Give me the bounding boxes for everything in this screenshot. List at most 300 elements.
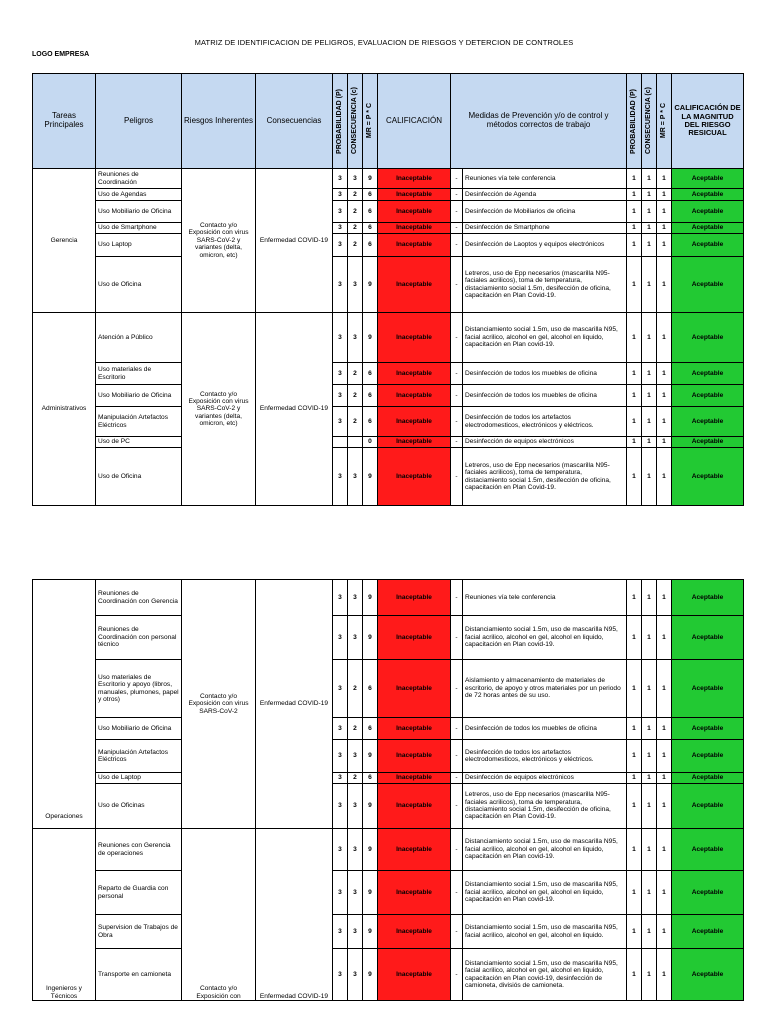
consecuencia-cell: Enfermedad COVID-19: [256, 829, 333, 1001]
c-value: 3: [348, 949, 363, 1001]
p-value: 3: [333, 257, 348, 313]
bullet-dash: -: [451, 437, 463, 448]
bullet-dash: -: [451, 773, 463, 784]
c-residual: 1: [642, 660, 657, 718]
table-row: [33, 580, 744, 616]
peligro-cell: Uso de Laptop: [96, 773, 182, 784]
c-residual: 1: [642, 189, 657, 201]
residual-badge: Aceptable: [672, 580, 744, 616]
p-value: 3: [333, 189, 348, 201]
medida-cell: Desinfección de Agenda: [463, 189, 627, 201]
peligro-cell: Uso de Oficina: [96, 257, 182, 313]
residual-badge: Aceptable: [672, 784, 744, 829]
calificacion-badge: Inaceptable: [378, 660, 451, 718]
p-residual: 1: [627, 773, 642, 784]
mr-residual: 1: [657, 189, 672, 201]
mr-residual: 1: [657, 234, 672, 257]
c-value: 2: [348, 718, 363, 740]
c-residual: 1: [642, 580, 657, 616]
group-ingenieros: Ingenieros y Técnicos: [33, 829, 96, 1001]
consecuencia-cell: Enfermedad COVID-19: [256, 313, 333, 506]
calificacion-badge: Inaceptable: [378, 313, 451, 363]
risk-matrix-table-1: [32, 73, 744, 506]
document-title: MATRIZ DE IDENTIFICACION DE PELIGROS, EVALUACION DE RIESGOS Y DETERCION DE CONTROLES: [194, 38, 574, 47]
table-row: [33, 784, 744, 829]
peligro-cell: Uso materiales de Escritorio y apoyo (libros, manuales, plumones, papel y otros): [96, 660, 182, 718]
table-row: [33, 829, 744, 871]
mr-residual: 1: [657, 407, 672, 437]
c-value: 3: [348, 257, 363, 313]
c-value: 2: [348, 223, 363, 234]
table-row: [33, 169, 744, 189]
peligro-cell: Reuniones de Coordinación con Gerencia: [96, 580, 182, 616]
c-residual: 1: [642, 718, 657, 740]
mr-value: 6: [363, 773, 378, 784]
calificacion-badge: Inaceptable: [378, 189, 451, 201]
mr-residual: 1: [657, 169, 672, 189]
residual-badge: Aceptable: [672, 660, 744, 718]
residual-badge: Aceptable: [672, 616, 744, 660]
residual-badge: Aceptable: [672, 234, 744, 257]
p-residual: 1: [627, 871, 642, 915]
table-row: [33, 718, 744, 740]
p-residual: 1: [627, 257, 642, 313]
calificacion-badge: Inaceptable: [378, 773, 451, 784]
medida-cell: Desinfección de todos los artefactos electrodomesticos, electrónicos y eléctricos.: [463, 407, 627, 437]
p-value: 3: [333, 740, 348, 773]
mr-residual: 1: [657, 915, 672, 949]
table-row: [33, 363, 744, 385]
mr-residual: 1: [657, 313, 672, 363]
mr-residual: 1: [657, 363, 672, 385]
mr-value: 9: [363, 784, 378, 829]
residual-badge: Aceptable: [672, 223, 744, 234]
table-row: [33, 448, 744, 506]
header-residual: CALIFICACIÓN DE LA MAGNITUD DEL RIESGO RESICUAL: [672, 74, 744, 169]
header-probabilidad: PROBABILIDAD (P): [333, 74, 348, 169]
medida-cell: Distanciamiento social 1.5m, uso de mascarilla N95, facial acrilico, alcohol en gel, alcohol en liquido, capacitación en Plan covid-19.: [463, 313, 627, 363]
p-residual: 1: [627, 829, 642, 871]
c-residual: 1: [642, 949, 657, 1001]
mr-value: 6: [363, 363, 378, 385]
p-residual: 1: [627, 740, 642, 773]
p-value: 3: [333, 660, 348, 718]
p-residual: 1: [627, 385, 642, 407]
header-consecuencias: Consecuencias: [256, 74, 333, 169]
bullet-dash: -: [451, 201, 463, 223]
calificacion-badge: Inaceptable: [378, 784, 451, 829]
header-consecuencia-residual: CONSECUENCIA (c): [642, 74, 657, 169]
residual-badge: Aceptable: [672, 871, 744, 915]
c-value: 3: [348, 448, 363, 506]
p-residual: 1: [627, 448, 642, 506]
table-row: [33, 871, 744, 915]
p-residual: 1: [627, 580, 642, 616]
p-value: 3: [333, 407, 348, 437]
medida-cell: Letreros, uso de Epp necesarios (mascarilla N95-faciales acrilicos), toma de temperatura, distaciamiento social 1.5m, desifección de oficina, capacitación en Plan Covid-19.: [463, 257, 627, 313]
residual-badge: Aceptable: [672, 189, 744, 201]
bullet-dash: -: [451, 234, 463, 257]
calificacion-badge: Inaceptable: [378, 234, 451, 257]
peligro-cell: Supervision de Trabajos de Obra: [96, 915, 182, 949]
c-residual: 1: [642, 407, 657, 437]
peligro-cell: Uso materiales de Escritorio: [96, 363, 182, 385]
p-value: 3: [333, 616, 348, 660]
mr-residual: 1: [657, 385, 672, 407]
bullet-dash: -: [451, 660, 463, 718]
c-value: 3: [348, 915, 363, 949]
c-value: 3: [348, 871, 363, 915]
risk-matrix-table-2: [32, 579, 744, 1001]
p-value: 3: [333, 448, 348, 506]
mr-residual: 1: [657, 718, 672, 740]
peligro-cell: Manipulación Artefactos Eléctricos: [96, 407, 182, 437]
c-value: 2: [348, 407, 363, 437]
bullet-dash: -: [451, 915, 463, 949]
residual-badge: Aceptable: [672, 385, 744, 407]
mr-value: 9: [363, 740, 378, 773]
mr-value: 6: [363, 385, 378, 407]
table-row: [33, 740, 744, 773]
medida-cell: Desinfección de Laoptos y equipos electrónicos: [463, 234, 627, 257]
mr-value: 9: [363, 871, 378, 915]
c-residual: 1: [642, 773, 657, 784]
table-row: [33, 223, 744, 234]
medida-cell: Letreros, uso de Epp necesarios (mascarilla N95-faciales acrilicos), toma de temperatura, distaciamiento social 1.5m, desifección de oficina, capacitación en Plan Covid-19.: [463, 784, 627, 829]
calificacion-badge: Inaceptable: [378, 740, 451, 773]
table-row: [33, 660, 744, 718]
bullet-dash: -: [451, 784, 463, 829]
peligro-cell: Uso Mobiliario de Oficina: [96, 385, 182, 407]
mr-residual: 1: [657, 829, 672, 871]
header-consecuencia: CONSECUENCIA (c): [348, 74, 363, 169]
residual-badge: Aceptable: [672, 718, 744, 740]
c-residual: 1: [642, 313, 657, 363]
residual-badge: Aceptable: [672, 407, 744, 437]
calificacion-badge: Inaceptable: [378, 829, 451, 871]
medida-cell: Distanciamiento social 1.5m, uso de mascarilla N95, facial acrilico, alcohol en gel, alcohol en liquido, capacitación en Plan covid-19.: [463, 829, 627, 871]
calificacion-badge: Inaceptable: [378, 915, 451, 949]
table-row: [33, 437, 744, 448]
mr-residual: 1: [657, 740, 672, 773]
group-operaciones: Operaciones: [33, 580, 96, 829]
mr-value: 6: [363, 189, 378, 201]
table-row: [33, 313, 744, 363]
peligro-cell: Reuniones de Coordinación: [96, 169, 182, 189]
mr-value: 6: [363, 201, 378, 223]
c-residual: 1: [642, 448, 657, 506]
residual-badge: Aceptable: [672, 257, 744, 313]
p-value: 3: [333, 915, 348, 949]
peligro-cell: Reuniones con Gerencia de operaciones: [96, 829, 182, 871]
header-peligros: Peligros: [96, 74, 182, 169]
c-value: 2: [348, 773, 363, 784]
mr-residual: 1: [657, 201, 672, 223]
table-row: [33, 407, 744, 437]
table-row: [33, 915, 744, 949]
c-value: 2: [348, 363, 363, 385]
p-residual: 1: [627, 201, 642, 223]
riesgo-cell: Contacto y/o Exposición con virus SARS-CoV-2: [182, 580, 256, 829]
c-value: 2: [348, 385, 363, 407]
mr-value: 9: [363, 257, 378, 313]
header-probabilidad-residual: PROBABILIDAD (P): [627, 74, 642, 169]
residual-badge: Aceptable: [672, 949, 744, 1001]
c-residual: 1: [642, 234, 657, 257]
mr-value: 9: [363, 915, 378, 949]
p-value: 3: [333, 385, 348, 407]
bullet-dash: -: [451, 189, 463, 201]
calificacion-badge: Inaceptable: [378, 363, 451, 385]
mr-value: 0: [363, 437, 378, 448]
riesgo-cell: Contacto y/o Exposición con virus SARS-CoV-2 y variantes (delta, omicron, etc): [182, 313, 256, 506]
p-value: 3: [333, 201, 348, 223]
header-row: [33, 74, 744, 169]
table-row: [33, 385, 744, 407]
p-value: 3: [333, 949, 348, 1001]
peligro-cell: Uso Laptop: [96, 234, 182, 257]
medida-cell: Desinfección de todos los muebles de oficina: [463, 718, 627, 740]
p-residual: 1: [627, 437, 642, 448]
mr-residual: 1: [657, 437, 672, 448]
mr-residual: 1: [657, 580, 672, 616]
residual-badge: Aceptable: [672, 740, 744, 773]
peligro-cell: Uso de Agendas: [96, 189, 182, 201]
c-value: [348, 437, 363, 448]
p-residual: 1: [627, 915, 642, 949]
peligro-cell: Reuniones de Coordinación con personal técnico: [96, 616, 182, 660]
p-value: 3: [333, 169, 348, 189]
medida-cell: Reuniones vía tele conferencia: [463, 580, 627, 616]
medida-cell: Distanciamiento social 1.5m, uso de mascarilla N95, facial acrilico, alcohol en gel, alcohol en liquido, capacitación en Plan covid-19.: [463, 871, 627, 915]
c-residual: 1: [642, 223, 657, 234]
p-residual: 1: [627, 189, 642, 201]
table-row: [33, 773, 744, 784]
mr-value: 6: [363, 718, 378, 740]
header-tareas: Tareas Principales: [33, 74, 96, 169]
bullet-dash: -: [451, 223, 463, 234]
p-value: [333, 437, 348, 448]
residual-badge: Aceptable: [672, 201, 744, 223]
consecuencia-cell: Enfermedad COVID-19: [256, 580, 333, 829]
medida-cell: Desinfección de equipos electrónicos: [463, 773, 627, 784]
residual-badge: Aceptable: [672, 313, 744, 363]
group-administrativos: Administrativos: [33, 313, 96, 506]
calificacion-badge: Inaceptable: [378, 169, 451, 189]
residual-badge: Aceptable: [672, 169, 744, 189]
bullet-dash: -: [451, 313, 463, 363]
calificacion-badge: Inaceptable: [378, 223, 451, 234]
p-value: 3: [333, 223, 348, 234]
mr-value: 6: [363, 234, 378, 257]
bullet-dash: -: [451, 740, 463, 773]
peligro-cell: Uso de Oficinas: [96, 784, 182, 829]
p-residual: 1: [627, 234, 642, 257]
c-residual: 1: [642, 257, 657, 313]
peligro-cell: Uso de PC: [96, 437, 182, 448]
residual-badge: Aceptable: [672, 448, 744, 506]
p-residual: 1: [627, 363, 642, 385]
p-value: 3: [333, 313, 348, 363]
calificacion-badge: Inaceptable: [378, 448, 451, 506]
c-residual: 1: [642, 829, 657, 871]
table-row: [33, 234, 744, 257]
medida-cell: Distanciamiento social 1.5m, uso de mascarilla N95, facial acrilico, alcohol en gel, alcohol en liquido.: [463, 915, 627, 949]
table-row: [33, 189, 744, 201]
c-residual: 1: [642, 437, 657, 448]
calificacion-badge: Inaceptable: [378, 616, 451, 660]
table-row: [33, 949, 744, 1001]
peligro-cell: Uso Mobiliario de Oficina: [96, 718, 182, 740]
mr-residual: 1: [657, 773, 672, 784]
residual-badge: Aceptable: [672, 829, 744, 871]
c-value: 2: [348, 234, 363, 257]
p-value: 3: [333, 234, 348, 257]
mr-value: 9: [363, 829, 378, 871]
p-value: 3: [333, 580, 348, 616]
mr-residual: 1: [657, 660, 672, 718]
c-value: 2: [348, 201, 363, 223]
mr-value: 9: [363, 313, 378, 363]
calificacion-badge: Inaceptable: [378, 437, 451, 448]
peligro-cell: Uso de Oficina: [96, 448, 182, 506]
residual-badge: Aceptable: [672, 773, 744, 784]
bullet-dash: -: [451, 718, 463, 740]
p-value: 3: [333, 363, 348, 385]
c-residual: 1: [642, 169, 657, 189]
peligro-cell: Transporte en camioneta: [96, 949, 182, 1001]
calificacion-badge: Inaceptable: [378, 257, 451, 313]
bullet-dash: -: [451, 448, 463, 506]
bullet-dash: -: [451, 363, 463, 385]
p-residual: 1: [627, 223, 642, 234]
medida-cell: Distanciamiento social 1.5m, uso de mascarilla N95, facial acrilico, alcohol en gel, alcohol en liquido, capacitación en Plan covid-19.: [463, 616, 627, 660]
logo-placeholder: LOGO EMPRESA: [32, 51, 90, 58]
peligro-cell: Uso Mobiliario de Oficina: [96, 201, 182, 223]
bullet-dash: -: [451, 871, 463, 915]
c-residual: 1: [642, 784, 657, 829]
mr-value: 9: [363, 580, 378, 616]
bullet-dash: -: [451, 169, 463, 189]
mr-value: 9: [363, 169, 378, 189]
p-residual: 1: [627, 718, 642, 740]
bullet-dash: -: [451, 580, 463, 616]
c-residual: 1: [642, 871, 657, 915]
c-value: 2: [348, 660, 363, 718]
bullet-dash: -: [451, 385, 463, 407]
group-gerencia: Gerencia: [33, 169, 96, 313]
c-value: 3: [348, 580, 363, 616]
residual-badge: Aceptable: [672, 915, 744, 949]
mr-residual: 1: [657, 949, 672, 1001]
header-calificacion: CALIFICACIÓN: [378, 74, 451, 169]
calificacion-badge: Inaceptable: [378, 407, 451, 437]
c-value: 3: [348, 616, 363, 660]
p-value: 3: [333, 773, 348, 784]
mr-residual: 1: [657, 257, 672, 313]
peligro-cell: Uso de Smartphone: [96, 223, 182, 234]
p-residual: 1: [627, 660, 642, 718]
peligro-cell: Reparto de Guardia con personal: [96, 871, 182, 915]
header-mr-residual: MR = P * C: [657, 74, 672, 169]
mr-residual: 1: [657, 448, 672, 506]
p-residual: 1: [627, 784, 642, 829]
medida-cell: Desinfección de Mobiliarios de oficina: [463, 201, 627, 223]
c-value: 3: [348, 313, 363, 363]
c-residual: 1: [642, 915, 657, 949]
medida-cell: Aislamiento y almacenamiento de materiales de escritorio, de apoyo y otros materiales por un periodo de 72 horas antes de su uso.: [463, 660, 627, 718]
c-value: 3: [348, 784, 363, 829]
medida-cell: Desinfección de Smartphone: [463, 223, 627, 234]
consecuencia-cell: Enfermedad COVID-19: [256, 169, 333, 313]
c-residual: 1: [642, 740, 657, 773]
c-value: 2: [348, 189, 363, 201]
calificacion-badge: Inaceptable: [378, 871, 451, 915]
mr-residual: 1: [657, 784, 672, 829]
medida-cell: Desinfección de todos los muebles de oficina: [463, 363, 627, 385]
p-residual: 1: [627, 949, 642, 1001]
residual-badge: Aceptable: [672, 363, 744, 385]
residual-badge: Aceptable: [672, 437, 744, 448]
medida-cell: Reuniones vía tele conferencia: [463, 169, 627, 189]
header-riesgos: Riesgos Inherentes: [182, 74, 256, 169]
mr-value: 9: [363, 448, 378, 506]
calificacion-badge: Inaceptable: [378, 201, 451, 223]
medida-cell: Distanciamiento social 1.5m, uso de mascarilla N95, facial acrilico, alcohol en gel, alcohol en liquido, capacitación en Plan covid-19, desinfección de camioneta, divisiós de camioneta.: [463, 949, 627, 1001]
calificacion-badge: Inaceptable: [378, 580, 451, 616]
mr-value: 9: [363, 616, 378, 660]
bullet-dash: -: [451, 616, 463, 660]
medida-cell: Desinfección de todos los muebles de oficina: [463, 385, 627, 407]
peligro-cell: Manipulación Artefactos Eléctricos: [96, 740, 182, 773]
calificacion-badge: Inaceptable: [378, 718, 451, 740]
p-value: 3: [333, 829, 348, 871]
c-value: 3: [348, 829, 363, 871]
c-residual: 1: [642, 616, 657, 660]
riesgo-cell: Contacto y/o Exposición con virus SARS-CoV-2 y variantes (delta, omicron, etc): [182, 169, 256, 313]
p-residual: 1: [627, 313, 642, 363]
mr-value: 6: [363, 407, 378, 437]
table-row: [33, 257, 744, 313]
header-mr: MR = P * C: [363, 74, 378, 169]
mr-residual: 1: [657, 616, 672, 660]
p-value: 3: [333, 871, 348, 915]
bullet-dash: -: [451, 829, 463, 871]
mr-value: 6: [363, 660, 378, 718]
c-residual: 1: [642, 201, 657, 223]
p-value: 3: [333, 784, 348, 829]
calificacion-badge: Inaceptable: [378, 949, 451, 1001]
c-value: 3: [348, 169, 363, 189]
bullet-dash: -: [451, 257, 463, 313]
medida-cell: Letreros, uso de Epp necesarios (mascarilla N95-faciales acrilicos), toma de temperatura, distaciamiento social 1.5m, desifección de oficina, capacitación en Plan Covid-19.: [463, 448, 627, 506]
c-residual: 1: [642, 363, 657, 385]
c-value: 3: [348, 740, 363, 773]
c-residual: 1: [642, 385, 657, 407]
bullet-dash: -: [451, 949, 463, 1001]
riesgo-cell: Contacto y/o Exposición con: [182, 829, 256, 1001]
mr-value: 9: [363, 949, 378, 1001]
header-medidas: Medidas de Prevención y/o de control y métodos correctos de trabajo: [451, 74, 627, 169]
mr-residual: 1: [657, 871, 672, 915]
mr-residual: 1: [657, 223, 672, 234]
bullet-dash: -: [451, 407, 463, 437]
table-row: [33, 616, 744, 660]
table-row: [33, 201, 744, 223]
p-residual: 1: [627, 407, 642, 437]
p-residual: 1: [627, 169, 642, 189]
mr-value: 6: [363, 223, 378, 234]
